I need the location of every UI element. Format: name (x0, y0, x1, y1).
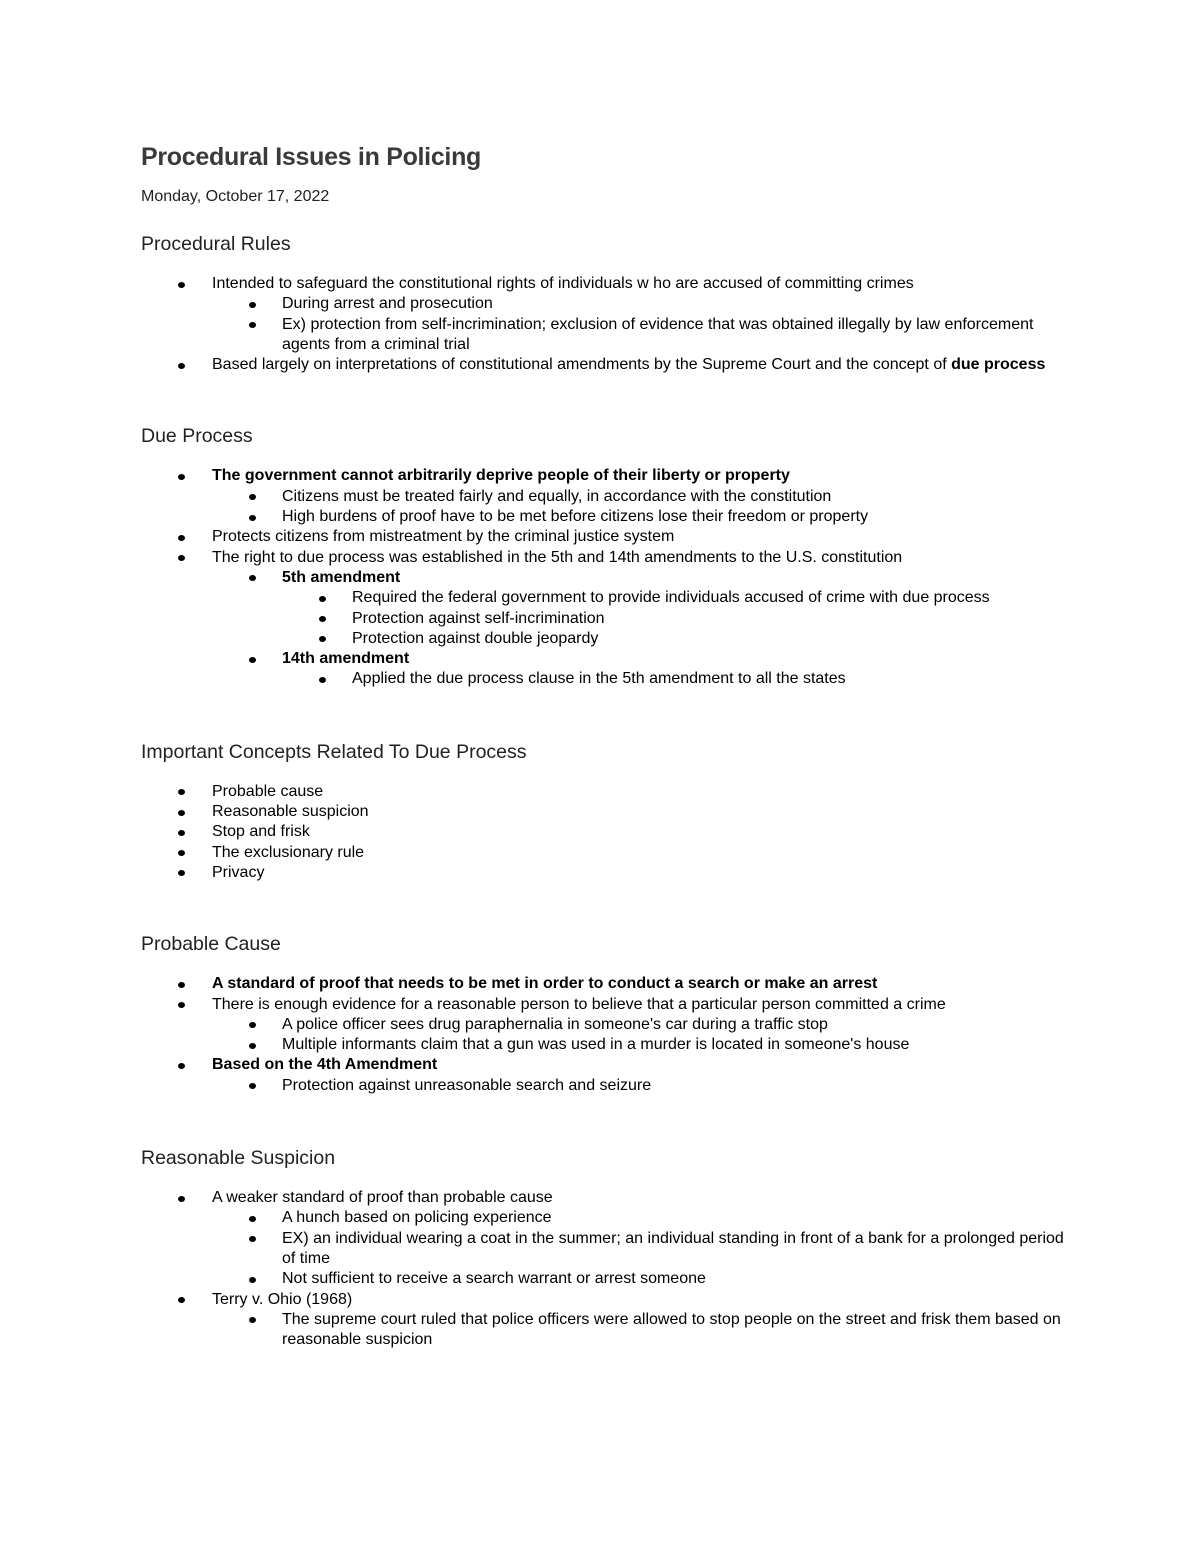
item-text: Reasonable suspicion (212, 803, 369, 821)
list-item (141, 629, 1081, 649)
probable-cause-list (141, 974, 1081, 1096)
bullet-icon (178, 810, 185, 816)
list-item (141, 1269, 1081, 1289)
list-item (141, 822, 1081, 842)
bullet-icon (249, 494, 256, 500)
bullet-icon (249, 1317, 256, 1323)
bullet-icon (178, 789, 185, 795)
section-heading-procedural-rules: Procedural Rules (141, 233, 291, 255)
bullet-icon (178, 535, 185, 541)
list-item (141, 1188, 1081, 1208)
item-text: Applied the due process clause in the 5th amendment to all the states (352, 670, 846, 688)
bullet-icon (178, 1297, 185, 1303)
bullet-icon (178, 870, 185, 876)
item-text: Required the federal government to provide individuals accused of crime with due process (352, 589, 990, 607)
list-item (141, 294, 1081, 314)
item-text: Protection against double jeopardy (352, 629, 599, 647)
bullet-icon (178, 850, 185, 856)
list-item (141, 802, 1081, 822)
bullet-icon (178, 474, 185, 480)
item-text: A weaker standard of proof than probable cause (212, 1189, 553, 1207)
list-item (141, 466, 1081, 486)
bullet-icon (178, 830, 185, 836)
bullet-icon (319, 677, 326, 683)
list-item (141, 995, 1081, 1015)
item-text: Privacy (212, 863, 265, 881)
list-item (141, 507, 1081, 527)
item-text: A hunch based on policing experience (282, 1209, 552, 1227)
item-text: The right to due process was established in the 5th and 14th amendments to the U.S. constitution (212, 548, 903, 566)
list-item (141, 315, 1081, 356)
item-text: Based largely on interpretations of constitutional amendments by the Supreme Court and the concept of (212, 356, 952, 374)
list-item (141, 609, 1081, 629)
bullet-icon (178, 982, 185, 988)
important-concepts-list (141, 782, 1081, 883)
document-page (141, 140, 1081, 1350)
item-text: The supreme court ruled that police officers were allowed to stop people on the street and frisk them based on reasonable suspicion (282, 1310, 1061, 1349)
list-item (141, 527, 1081, 547)
list-item (141, 1229, 1081, 1270)
item-text: The government cannot arbitrarily deprive people of their liberty or property (212, 467, 790, 485)
bullet-icon (249, 515, 256, 521)
item-text: Ex) protection from self-incrimination; exclusion of evidence that was obtained illegally by law enforcement agents from a criminal trial (282, 315, 1034, 353)
list-item (141, 843, 1081, 863)
item-text: Stop and frisk (212, 823, 310, 841)
reasonable-suspicion-list (141, 1188, 1081, 1350)
list-item (141, 1055, 1081, 1075)
item-text: Not sufficient to receive a search warrant or arrest someone (282, 1270, 706, 1288)
bullet-icon (178, 1002, 185, 1008)
item-text: High burdens of proof have to be met before citizens lose their freedom or property (282, 508, 869, 526)
page-title: Procedural Issues in Policing (141, 143, 482, 171)
list-item (141, 1076, 1081, 1096)
item-text: Intended to safeguard the constitutional rights of individuals w ho are accused of committing crimes (212, 275, 914, 292)
item-text: 5th amendment (282, 568, 401, 586)
bullet-icon (249, 657, 256, 663)
bullet-icon (178, 282, 185, 288)
list-item (141, 669, 1081, 689)
bullet-icon (319, 616, 326, 622)
item-text: There is enough evidence for a reasonable person to believe that a particular person committed a crime (212, 995, 946, 1013)
bullet-icon (249, 1236, 256, 1242)
list-item (141, 588, 1081, 608)
list-item (141, 1208, 1081, 1228)
page-date: Monday, October 17, 2022 (141, 188, 330, 205)
bullet-icon (178, 1196, 185, 1202)
section-heading-reasonable-suspicion: Reasonable Suspicion (141, 1147, 336, 1170)
list-item (141, 1035, 1081, 1055)
bullet-icon (249, 1022, 256, 1028)
item-text: Probable cause (212, 782, 324, 800)
item-text: 14th amendment (282, 650, 410, 668)
bullet-icon (319, 636, 326, 642)
list-item (141, 548, 1081, 568)
bullet-icon (249, 1083, 256, 1089)
item-text: Terry v. Ohio (1968) (212, 1290, 353, 1308)
bullet-icon (319, 596, 326, 602)
item-text: Citizens must be treated fairly and equally, in accordance with the constitution (282, 487, 832, 505)
item-text: The exclusionary rule (212, 843, 365, 861)
item-text: A police officer sees drug paraphernalia in someone's car during a traffic stop (282, 1015, 828, 1033)
list-item (141, 974, 1081, 994)
procedural-rules-list (141, 274, 1081, 375)
item-text: EX) an individual wearing a coat in the summer; an individual standing in front of a bank for a prolonged period of time (282, 1229, 1064, 1267)
bullet-icon (249, 1277, 256, 1283)
bullet-icon (249, 1216, 256, 1222)
section-heading-due-process: Due Process (141, 425, 253, 448)
list-item (141, 863, 1081, 883)
bullet-icon (178, 1063, 185, 1069)
list-item (141, 649, 1081, 669)
section-heading-probable-cause: Probable Cause (141, 933, 281, 956)
list-item (141, 1310, 1081, 1351)
bullet-icon (178, 363, 185, 369)
item-text: Protects citizens from mistreatment by the criminal justice system (212, 528, 675, 546)
item-text-bold: due process (951, 356, 1046, 374)
bullet-icon (249, 575, 256, 581)
due-process-list (141, 466, 1081, 689)
bullet-icon (249, 322, 256, 328)
bullet-icon (249, 1043, 256, 1049)
list-item (141, 487, 1081, 507)
item-text: Based on the 4th Amendment (212, 1056, 438, 1074)
item-text: During arrest and prosecution (282, 295, 493, 313)
section-heading-important-concepts: Important Concepts Related To Due Process (141, 740, 527, 763)
item-text: A standard of proof that needs to be met in order to conduct a search or make an arrest (212, 975, 878, 993)
list-item (141, 782, 1081, 802)
item-text: Protection against self-incrimination (352, 609, 605, 627)
bullet-icon (178, 555, 185, 561)
list-item (141, 1290, 1081, 1310)
item-text: Multiple informants claim that a gun was used in a murder is located in someone's house (282, 1036, 910, 1054)
list-item (141, 568, 1081, 588)
list-item (141, 355, 1081, 375)
list-item (141, 1015, 1081, 1035)
list-item (141, 274, 1081, 294)
item-text: Protection against unreasonable search and seizure (282, 1076, 652, 1094)
bullet-icon (249, 302, 256, 308)
